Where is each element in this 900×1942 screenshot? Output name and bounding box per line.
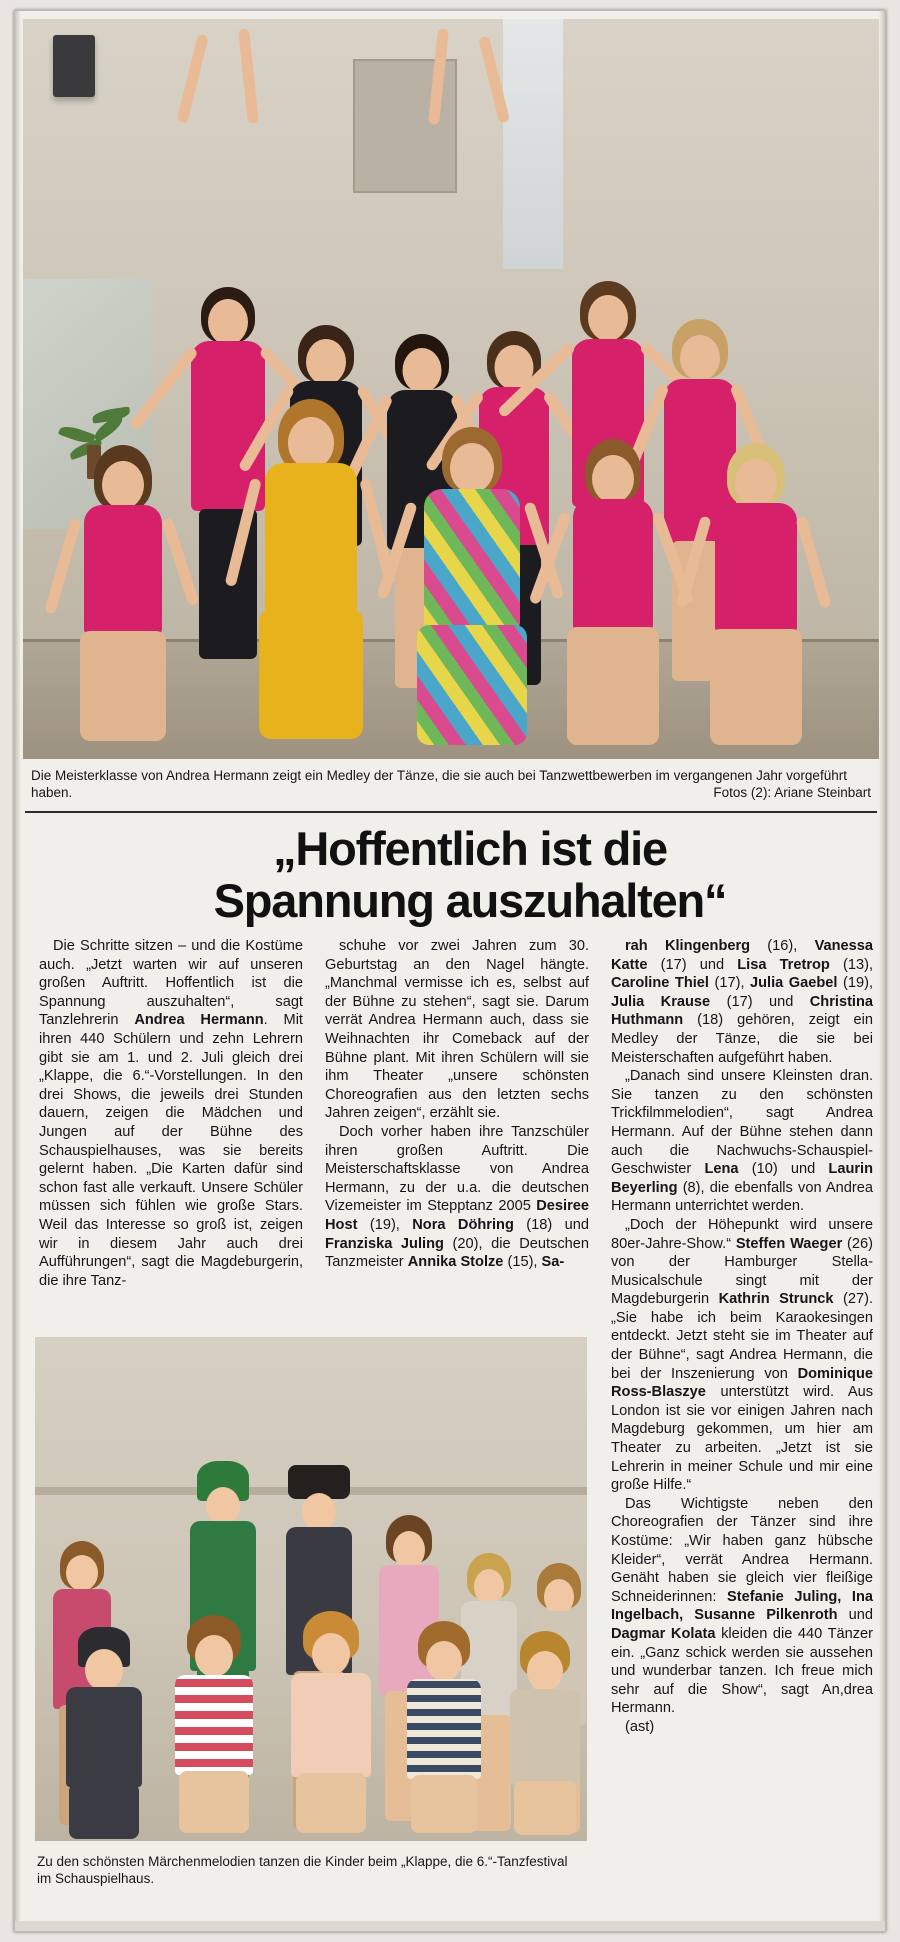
article-column-1 bbox=[39, 937, 303, 1290]
dancer-front-1 bbox=[63, 439, 183, 759]
dancer-front-colorful bbox=[397, 419, 547, 759]
dancer-front-4 bbox=[553, 429, 673, 759]
article-paragraph: „Doch der Höhepunkt wird unsere 80er-Jahre-Show.“ Steffen Waeger (26) von der Hamburger Stella-Musicalschule singt mit der Magdeburgerin Kathrin Strunck (27). „Sie habe ich beim Karaokesingen entdeckt. Jetzt steht sie im Theater auf der Bühne“, sagt Andrea Hermann, die bei der Inszenierung von Dominique Ross-Blaszye unterstützt wird. Aus London ist sie vor einigen Jahren nach Magdeburg gekommen, um hier am Theater zu arbeiten. „Jetzt ist sie Lehrerin in meiner Schule und mir eine große Hilfe.“ bbox=[611, 1216, 874, 1494]
article-column-2 bbox=[325, 937, 589, 1272]
article-column-3 bbox=[611, 937, 873, 1737]
article-paragraph: schuhe vor zwei Jahren zum 30. Geburtstag an den Nagel hängte. „Manchmal vermisse ich es, selbst auf der Bühne zu stehen“, sagt sie. Darum verrät Andrea Hermann auch, dass sie Weihnachten ihr Comeback auf der Bühne plant. Mit ihren Schülern will sie ihm Theater „unsere schönsten Choreografien aus den letzten sechs Jahren zeigen“, erzählt sie. bbox=[325, 938, 589, 1122]
photo-children-group bbox=[35, 1337, 587, 1841]
article-paragraph: rah Klingenberg (16), Vanessa Katte (17) und Lisa Tretrop (13), Caroline Thiel (17), Julia Gaebel (19), Julia Krause (17) und Christina Huthmann (18) gehören, zeigt ein Medley der Tänze, die sie bei Meisterschaften aufgeführt haben. bbox=[611, 938, 874, 1066]
page-title bbox=[75, 823, 865, 927]
article-paragraph: „Danach sind unsere Kleinsten dran. Sie tanzen zu den schönsten Trickfilmmelodien“, sagt Andrea Hermann. Auf der Bühne stehen dann auch die Nachwuchs-Schauspiel-Geschwister Lena (10) und Laurin Beyerling (8), die ebenfalls von Andrea Hermann unterrichtet werden. bbox=[611, 1068, 874, 1215]
photo-bottom-caption-text: Zu den schönsten Märchenmelodien tanzen die Kinder beim „Klappe, die 6.“-Tanzfestival im Schauspielhaus. bbox=[37, 1854, 568, 1886]
dancer-front-5 bbox=[691, 429, 821, 759]
loudspeaker-icon bbox=[53, 35, 95, 97]
dancer-front-yellow bbox=[241, 399, 381, 759]
child-front-3 bbox=[275, 1609, 387, 1841]
divider-rule-top bbox=[25, 811, 877, 813]
article-paragraph: Doch vorher haben ihre Tanzschüler ihren großen Auftritt. Die Meisterschaftsklasse von Andrea Hermann, zu der u.a. die deutschen Vizemeister im Stepptanz 2005 Desiree Host (19), Nora Döhring (18) und Franziska Juling (20), die Deutschen Tanzmeister Annika Stolze (15), Sa- bbox=[325, 1123, 589, 1271]
headline-line-2: Spannung auszuhalten“ bbox=[213, 874, 727, 927]
photo-top-credit: Fotos (2): Ariane Steinbart bbox=[713, 785, 871, 800]
newspaper-paper bbox=[14, 10, 886, 1932]
paper-bottom-edge bbox=[15, 1921, 886, 1931]
paper-left-edge bbox=[15, 11, 21, 1931]
paper-right-edge bbox=[879, 11, 885, 1931]
child-front-4 bbox=[391, 1615, 497, 1841]
child-front-2 bbox=[159, 1611, 269, 1841]
photo-top-caption-text: Die Meisterklasse von Andrea Hermann zeigt ein Medley der Tänze, die sie auch bei Tanzwettbewerben im vergangenen Jahr vorgeführt haben. bbox=[31, 768, 847, 800]
article-paragraph: (ast) bbox=[625, 1718, 655, 1735]
child-pirate bbox=[49, 1621, 159, 1841]
photo-top-caption bbox=[31, 767, 871, 801]
photo-bottom-caption bbox=[37, 1853, 585, 1887]
article-paragraph: Die Schritte sitzen – und die Kostüme auch. „Jetzt warten wir auf unseren großen Auftritt. Hoffentlich ist die Spannung auszuhalten“, sagt Tanzlehrerin Andrea Hermann. Mit ihren 440 Schülern und zehn Lehrern gibt sie am 1. und 2. Juli gleich drei „Klappe, die 6.“-Vorstellungen. In den drei Shows, die jeweils drei Stunden dauern, zeigen die Mädchen und Jungen auf der Bühne des Schauspielhauses, was sie bereits gelernt haben. „Die Karten dafür sind schon fast alle verkauft. Unsere Schüler müssen sich fühlen wie große Stars. Weil das Interesse so groß ist, zeigen wir in diesem Jahr auch drei Aufführungen“, sagt die Magdeburgerin, die ihre Tanz- bbox=[39, 938, 303, 1289]
dancer-raised-arms bbox=[188, 29, 518, 149]
headline-line-1: „Hoffentlich ist die bbox=[273, 822, 667, 875]
photo-dance-group bbox=[23, 19, 879, 759]
child-front-5 bbox=[497, 1621, 587, 1841]
article-paragraph: Das Wichtigste neben den Choreografien der Tänzer sind ihre Kostüme: „Wir haben ganz hübsche Kleider“, verrät Andrea Hermann. Genäht haben sie gleich vier fleißige Schneiderinnen: Stefanie Juling, Ina Ingelbach, Susanne Pilkenroth und Dagmar Kolata kleiden die 440 Tänzer ein. „Ganz schick werden sie aussehen und wunderbar tanzen. Ich freue mich sehr auf die Show“, sagt An,drea Hermann. bbox=[611, 1495, 874, 1717]
